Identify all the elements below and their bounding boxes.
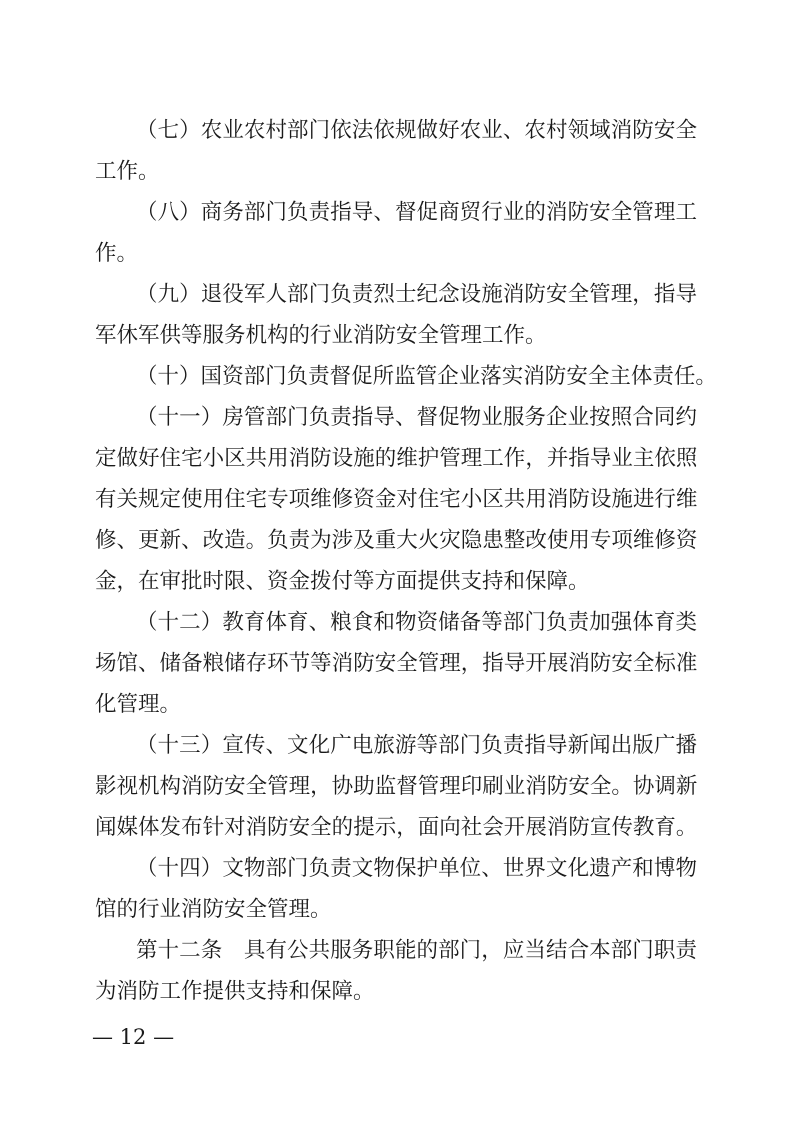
text-line: 定 做 好 住 宅 小 区 共 用 消 防 设 施 的 维 护 管 理 工 作 ， 并 指 导 业 主 依 照 — [95, 446, 698, 471]
text-line: 馆的行业消防安全管理。 — [95, 897, 332, 922]
text-line: 有 关 规 定 使 用 住 宅 专 项 维 修 资 金 对 住 宅 小 区 共 用 消 防 设 施 进 行 维 — [95, 487, 698, 512]
text-line: （ 十 四 ） 文 物 部 门 负 责 文 物 保 护 单 位 、 世 界 文 化 遗 产 和 博 物 — [136, 856, 697, 881]
text-line: 工作。 — [95, 159, 160, 184]
text-line: （ 九 ） 退 役 军 人 部 门 负 责 烈 士 纪 念 设 施 消 防 安 全 管 理 ， 指 导 — [136, 282, 697, 307]
text-line: 作。 — [95, 241, 139, 266]
text-line: 影 视 机 构 消 防 安 全 管 理 ， 协 助 监 督 管 理 印 刷 业 消 防 安 全 。 协 调 新 — [95, 774, 698, 799]
article-heading-line: 第 十 二 条 具 有 公 共 服 务 职 能 的 部 门 ， 应 当 结 合 本 部 门 职 责 — [136, 938, 697, 963]
text-line: （ 十 二 ） 教 育 体 育 、 粮 食 和 物 资 储 备 等 部 门 负 责 加 强 体 育 类 — [136, 610, 697, 635]
text-line: 金，在审批时限、资金拨付等方面提供支持和保障。 — [95, 569, 590, 594]
text-line: （ 八 ） 商 务 部 门 负 责 指 导 、 督 促 商 贸 行 业 的 消 防 安 全 管 理 工 — [136, 200, 697, 225]
text-line: 化管理。 — [95, 692, 182, 717]
page-number: — 12 — — [92, 1025, 175, 1049]
text-line: 场 馆 、 储 备 粮 储 存 环 节 等 消 防 安 全 管 理 ， 指 导 开 展 消 防 安 全 标 准 — [95, 651, 698, 676]
text-line: （ 十 三 ） 宣 传 、 文 化 广 电 旅 游 等 部 门 负 责 指 导 新 闻 出 版 广 播 — [136, 733, 697, 758]
text-line: 修 、 更 新 、 改 造 。 负 责 为 涉 及 重 大 火 灾 隐 患 整 改 使 用 专 项 维 修 资 — [95, 528, 698, 553]
text-line: （ 七 ） 农 业 农 村 部 门 依 法 依 规 做 好 农 业 、 农 村 领 域 消 防 安 全 — [136, 118, 697, 143]
text-line: 闻 媒 体 发 布 针 对 消 防 安 全 的 提 示 ， 面 向 社 会 开 展 消 防 宣 传 教 育 。 — [95, 815, 698, 840]
text-line: （ 十 一 ） 房 管 部 门 负 责 指 导 、 督 促 物 业 服 务 企 业 按 照 合 同 约 — [136, 405, 697, 430]
text-line: （ 十 ） 国 资 部 门 负 责 督 促 所 监 管 企 业 落 实 消 防 安 全 主 体 责 任 。 — [136, 364, 717, 389]
text-line: 军休军供等服务机构的行业消防安全管理工作。 — [95, 323, 547, 348]
text-line: 为消防工作提供支持和保障。 — [95, 979, 375, 1004]
